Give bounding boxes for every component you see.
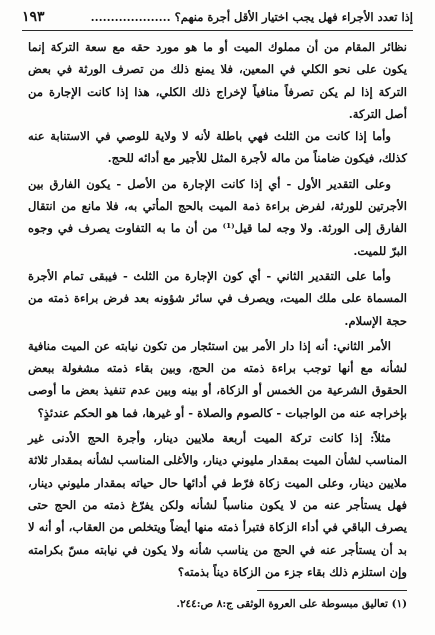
paragraph: الأمر الثاني: أنه إذا دار الأمر بين استئجار من تكون نيابته عن الميت منافية لشأنه مع أنها توجب براءة ذمته من الحج، وبين بقاء ذمته مشغولة ببعض الحقوق الشرعية من الخمس أو الزكاة، أو بينه وبين عدم تنفيذ بعض ما أوصى بإخراجه عنه من الواجبات - كالصوم والصلاة - أو غيرها، فما هو الحكم عندئذٍ؟: [28, 338, 407, 420]
paragraph: مثلاً: إذا كانت تركة الميت أربعة ملايين دينار، وأجرة الحج الأدنى غير المناسب لشأن الميت بمقدار مليوني دينار، والأغلى المناسب لشأنه بمقدار ثلاثة ملايين دينار، وعلى الميت زكاة فرّط في أدائها حال حياته بمقدار مليوني دينار، فهل يستأجر عنه من لا يكون مناسباً لشأنه ولكن يفرّغ ذمته من الحج حتى يصرف الباقي في أداء الزكاة فتبرأ ذمته منها أيضاً ويتخلص من العقاب، أو أنه لا بد أن يستأجر عنه في الحج من يناسب شأنه ولا يكون في نيابته مسّ بكرامته وإن استلزم ذلك بقاء جزء من الزكاة ديناً بذمته؟: [28, 431, 407, 579]
header-rule: [22, 30, 413, 31]
paragraph: وأما على التقدير الثاني - أي كون الإجارة من الثلث - فيبقى تمام الأجرة المسماة على ملك الميت، ويصرف في سائر شؤونه بعد فرض براءة ذمته من حجة الإسلام.: [28, 268, 407, 328]
footnote: (١) تعاليق مبسوطة على العروة الوثقى ج:٨ ص:٢٤٤.: [176, 598, 407, 610]
running-title: إذا تعدد الأجراء فهل يجب اختيار الأقل أجرة منهم؟ ....................: [90, 10, 413, 24]
page-number: ١٩٣: [22, 9, 45, 25]
paragraph: وعلى التقدير الأول - أي إذا كانت الإجارة من الأصل - يكون الفارق بين الأجرتين للورثة، لفرض براءة ذمة الميت بالحج المأتي به، فلا مانع من انتقال الفارق إلى الورثة. ولا وجه لما قيل⁽¹⁾ من أن ما به التفاوت يصرف في وجوه البرّ للميت.: [28, 176, 408, 258]
main-text: [28, 36, 407, 583]
paragraph: وأما إذا كانت من الثلث فهي باطلة لأنه لا ولاية للوصي في الاستنابة عنه كذلك، فيكون ضامناً من ماله لأجرة المثل للأجير مع أدائه للحج.: [28, 129, 407, 166]
paragraph: نظائر المقام من أن مملوك الميت أو ما هو مورد حقه مع سعة التركة إنما يكون على نحو الكلي في المعين، فلا يمنع ذلك من تصرف الورثة في بعض التركة إذا لم يكن تصرفاً منافياً لإخراج ذلك الكلي، هذا إذا كانت الإجارة من أصل التركة.: [28, 40, 407, 121]
page-header: [22, 6, 413, 28]
footnote-rule: [257, 590, 407, 591]
